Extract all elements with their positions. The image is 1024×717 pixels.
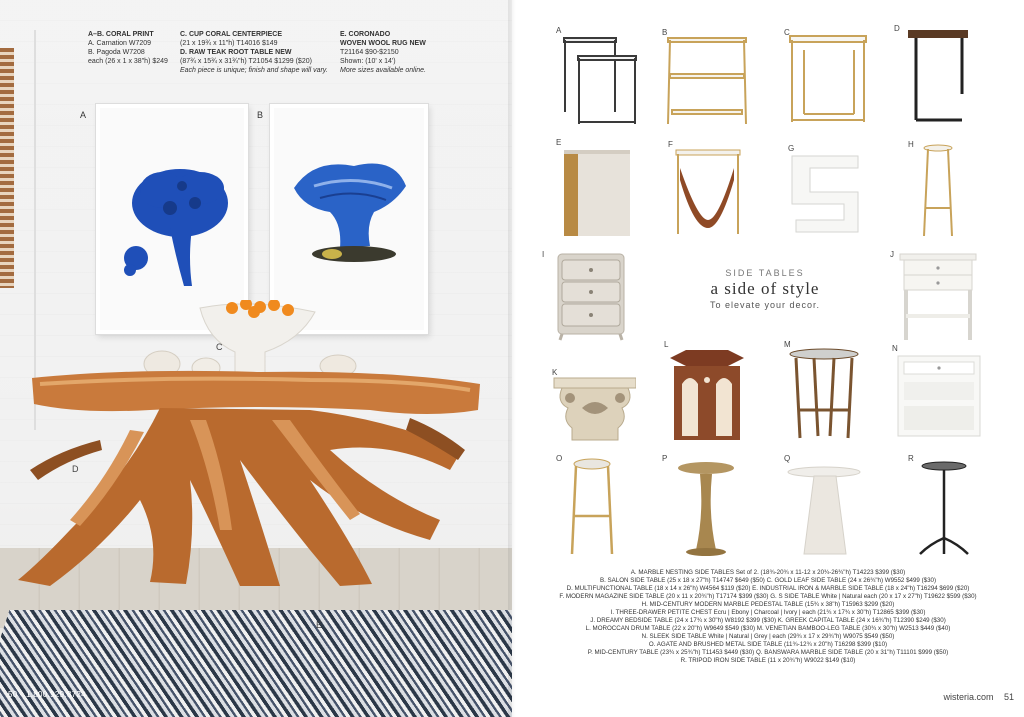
page-number: 50 [8,690,18,699]
right-page-products [512,0,1024,717]
tripod-iron-table-image [908,454,978,560]
product-letter: D [894,24,900,33]
product-m-bamboo-leg-table[interactable] [784,340,864,444]
product-letter: P [662,454,668,463]
caption-title: D. RAW TEAK ROOT TABLE NEW [180,49,292,56]
product-letter: H [908,140,914,149]
product-d-multifunctional-table[interactable] [894,24,974,124]
product-letter: C [784,28,790,37]
section-headline [688,268,842,310]
product-a-nesting-tables[interactable] [556,26,646,130]
listing-line: I. THREE-DRAWER PETITE CHEST Ecru | Ebony | Charcoal | Ivory | each (21¾ x 17¾ x 30"h) T12865 $399 ($30) [610,609,926,616]
iron-marble-table-image [556,138,636,238]
caption-coral-print [88,30,178,66]
product-e-iron-marble-table[interactable] [556,138,636,238]
listing-line: L. MOROCCAN DRUM TABLE (22 x 20"h) W9649 $549 ($30) M. VENETIAN BAMBOO-LEG TABLE (30¾ x 30"h) W2513 $449 ($40) [585,625,951,632]
product-o-agate-table[interactable] [556,454,620,560]
headline-subtitle: To elevate your decor. [709,300,821,310]
caption-title: A–B. CORAL PRINT [88,31,154,38]
caption-line: B. Pagoda W7208 [88,49,145,56]
product-letter: O [556,454,563,463]
listing-line: O. AGATE AND BRUSHED METAL SIDE TABLE (11¾-12¾ x 20"h) T16298 $399 ($10) [648,641,888,648]
product-letter: M [784,340,791,349]
salon-table-image [662,28,754,128]
s-side-table-image [788,144,864,236]
product-listing [526,569,1010,665]
product-g-s-side-table[interactable] [788,144,864,236]
headline-title: a side of style [710,279,820,298]
product-q-banswara-marble-table[interactable] [784,454,868,560]
product-h-pedestal-table[interactable] [908,140,968,240]
product-letter: G [788,144,795,153]
photo-label-e: E [316,620,323,630]
product-n-sleek-side-table[interactable] [892,344,984,440]
product-letter: Q [784,454,791,463]
woven-blind [0,48,14,288]
website-url[interactable]: wisteria.com [943,692,994,702]
product-letter: L [664,340,669,349]
raw-teak-root-table [10,300,490,600]
product-r-tripod-iron-table[interactable] [908,454,978,560]
three-drawer-chest-image [542,250,632,342]
caption-line: Shown: (10' x 14') [340,58,396,65]
product-letter: I [542,250,545,259]
gold-leaf-table-image [784,28,876,128]
caption-line: A. Carnation W7209 [88,40,152,47]
nesting-tables-image [556,26,646,130]
rug-e [0,610,512,717]
photo-label-d: D [72,464,79,474]
pedestal-table-image [908,140,968,240]
product-k-greek-capital-table[interactable] [552,368,636,444]
bedside-table-image [890,250,980,344]
magazine-table-image [668,140,744,238]
product-letter: K [552,368,558,377]
listing-line: A. MARBLE NESTING SIDE TABLES Set of 2. (18¾-20¾ x 11-12 x 20¾-26¾"h) T14223 $399 ($30) [630,569,906,576]
caption-title: C. CUP CORAL CENTERPIECE [180,31,283,38]
product-letter: F [668,140,673,149]
banswara-marble-table-image [784,454,868,560]
photo-label-c: C [216,342,223,352]
caption-line: (87¾ x 15¾ x 31¾"h) T21054 $1299 ($20) [180,58,312,65]
product-letter: R [908,454,914,463]
product-l-moroccan-drum-table[interactable] [664,340,750,444]
product-letter: E [556,138,562,147]
blue-coral-illustration [274,108,424,330]
product-letter: A [556,26,562,35]
listing-line: N. SLEEK SIDE TABLE White | Natural | Grey | each (29¾ x 17 x 29¾"h) W9075 $549 ($50) [641,633,895,640]
bamboo-leg-table-image [784,340,864,444]
sleek-side-table-image [892,344,984,440]
multifunctional-table-image [894,24,974,124]
mid-century-table-image [662,454,746,560]
product-j-bedside-table[interactable] [890,250,980,344]
left-folio [8,690,92,699]
caption-title: WOVEN WOOL RUG NEW [340,40,426,47]
listing-line: J. DREAMY BEDSIDE TABLE (24 x 17¾ x 30"h) W8192 $399 ($30) K. GREEK CAPITAL TABLE (24 x 16¾"h) T12390 $249 ($30) [590,617,946,624]
caption-line: each (26 x 1 x 38"h) $249 [88,58,168,65]
caption-rug [340,30,430,75]
photo-label-b: B [257,110,264,120]
moroccan-drum-table-image [664,340,750,444]
phone-number: 1.800.929.8724 [26,690,86,699]
product-letter: J [890,250,894,259]
blue-coral-illustration [100,108,244,330]
product-f-magazine-table[interactable] [668,140,744,238]
listing-line: F. MODERN MAGAZINE SIDE TABLE (20 x 11 x 20¾"h) T17174 $399 ($30) G. S SIDE TABLE White | Natural each (20 x 17 x 27"h) T19622 $599 ($30) [559,593,977,600]
product-i-three-drawer-chest[interactable] [542,250,632,342]
page-number: 51 [1003,692,1014,702]
caption-title: E. CORONADO [340,31,391,38]
product-b-salon-table[interactable] [662,28,754,128]
photo-label-a: A [80,110,87,120]
greek-capital-table-image [552,368,636,444]
caption-line: (21 x 19¾ x 11"h) T14016 $149 [180,40,278,47]
listing-line: H. MID-CENTURY MODERN MARBLE PEDESTAL TABLE (15¾ x 38"h) T15963 $299 ($20) [641,601,895,608]
listing-line: P. MID-CENTURY TABLE (23¾ x 25¾"h) T11453 $449 ($30) Q. BANSWARA MARBLE SIDE TABLE (20 x 31"h) T11101 $999 ($50) [587,649,949,656]
product-letter: B [662,28,668,37]
product-c-gold-leaf-table[interactable] [784,28,876,128]
caption-centerpiece-table [180,30,330,75]
listing-line: R. TRIPOD IRON SIDE TABLE (11 x 20¾"h) W9022 $149 ($10) [680,657,856,664]
agate-table-image [556,454,620,560]
right-folio [935,692,1014,702]
caption-line: More sizes available online. [340,67,426,74]
listing-line: D. MULTIFUNCTIONAL TABLE (18 x 14 x 26"h) W4564 $119 ($20) E. INDUSTRIAL IRON & MARBLE SIDE TABLE (18 x 24"h) T16294 $699 ($20) [566,585,970,592]
page-gutter [508,0,516,717]
listing-line: B. SALON SIDE TABLE (25 x 18 x 27"h) T14747 $649 ($50) C. GOLD LEAF SIDE TABLE (24 x 26¾"h) W9552 $499 ($30) [599,577,937,584]
caption-note: Each piece is unique; finish and shape will vary. [180,67,328,74]
caption-line: T21164 $90-$2150 [340,49,399,56]
product-p-mid-century-table[interactable] [662,454,746,560]
product-letter: N [892,344,898,353]
headline-kicker: SIDE TABLES [725,268,805,278]
